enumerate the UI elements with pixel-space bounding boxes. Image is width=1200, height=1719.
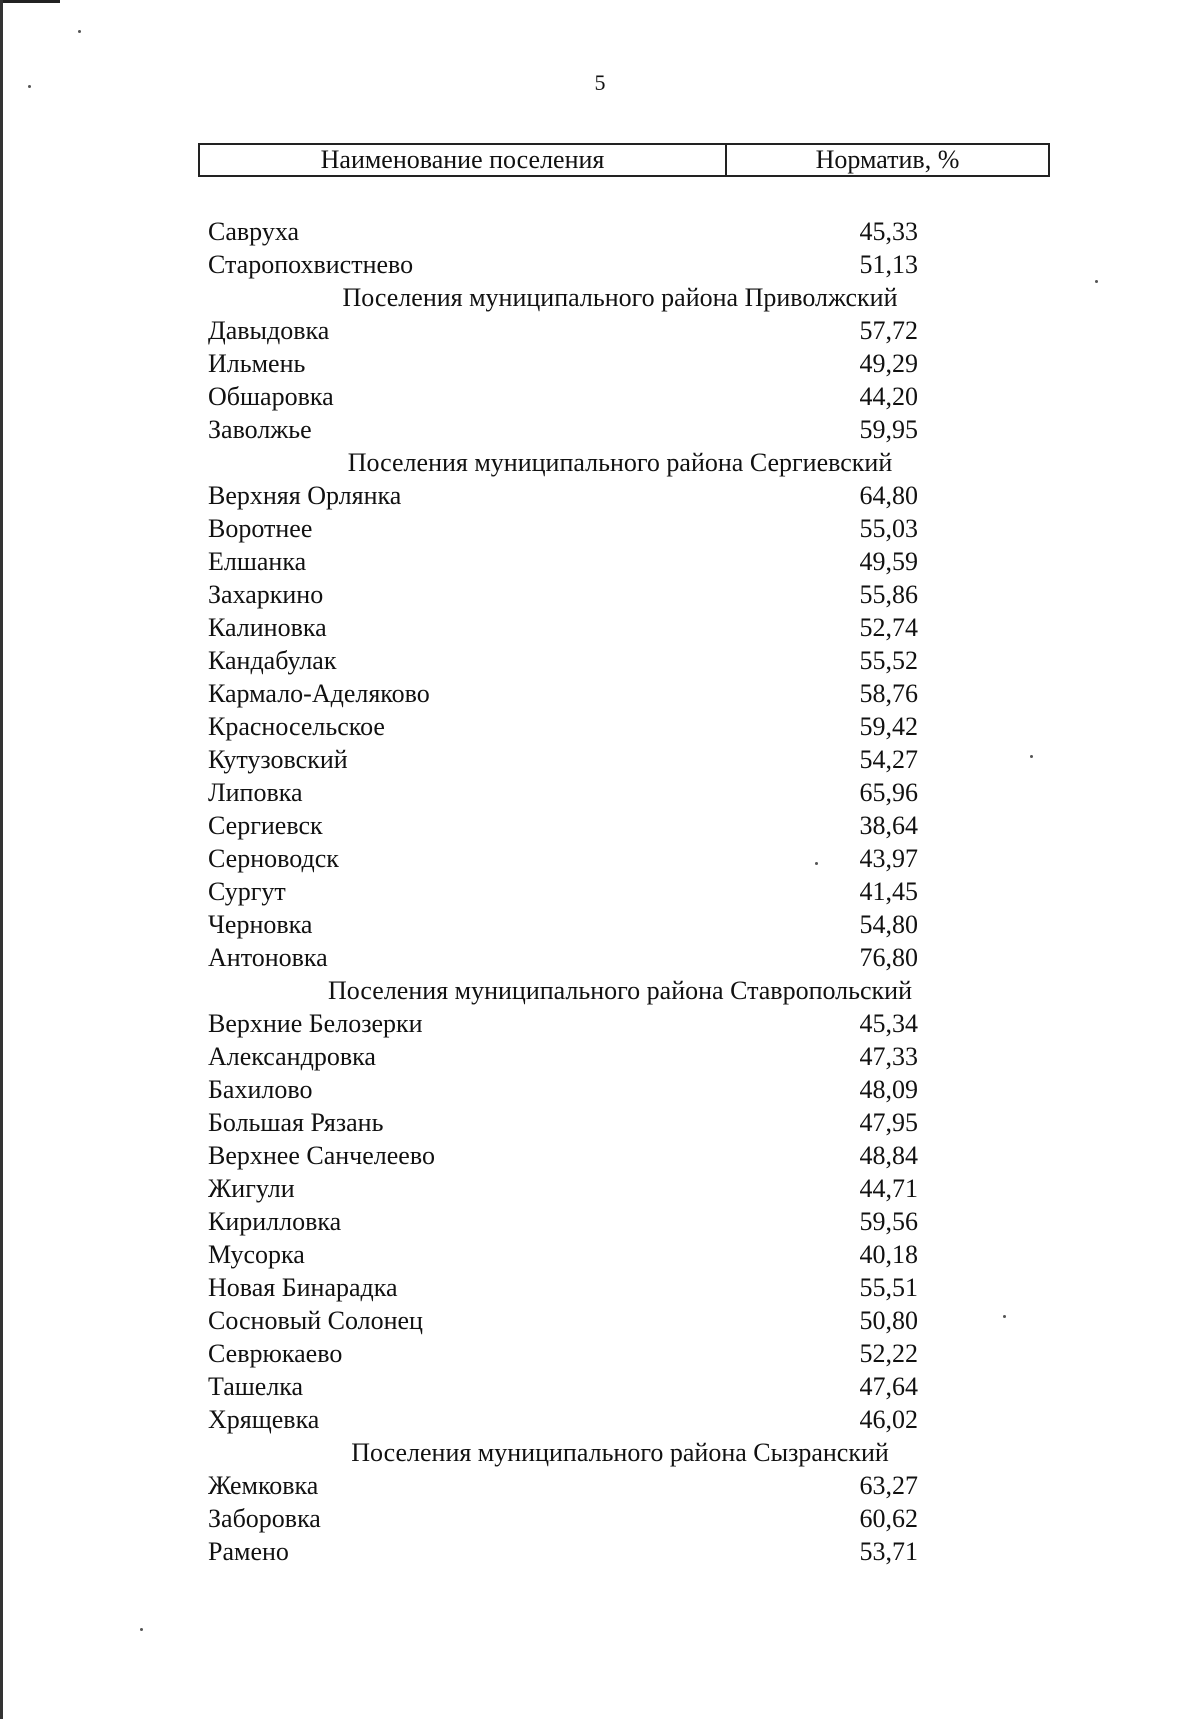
column-header-name: Наименование поселения <box>200 145 727 175</box>
table-row <box>0 776 1200 809</box>
norm-value: 49,29 <box>859 349 918 378</box>
table-row <box>0 380 1200 413</box>
settlement-name: Липовка <box>208 778 303 807</box>
scan-speck <box>815 862 818 865</box>
table-row <box>0 1337 1200 1370</box>
table-row <box>0 512 1200 545</box>
settlement-name: Калиновка <box>208 613 327 642</box>
norm-value: 63,27 <box>859 1471 918 1500</box>
district-heading-text: Поселения муниципального района Приволжский <box>342 283 898 312</box>
scan-speck <box>1003 1315 1006 1318</box>
norm-value: 44,20 <box>859 382 918 411</box>
table-row <box>0 941 1200 974</box>
settlement-name: Заволжье <box>208 415 312 444</box>
norm-value: 51,13 <box>859 250 918 279</box>
norm-value: 45,34 <box>859 1009 918 1038</box>
norm-value: 53,71 <box>859 1537 918 1566</box>
settlement-name: Верхние Белозерки <box>208 1009 423 1038</box>
settlement-name: Рамено <box>208 1537 289 1566</box>
scan-speck <box>140 1628 143 1631</box>
norm-value: 44,71 <box>859 1174 918 1203</box>
norm-value: 60,62 <box>859 1504 918 1533</box>
settlement-name: Сургут <box>208 877 286 906</box>
table-row <box>0 215 1200 248</box>
settlement-name: Большая Рязань <box>208 1108 384 1137</box>
norm-value: 49,59 <box>859 547 918 576</box>
settlement-name: Обшаровка <box>208 382 334 411</box>
norm-value: 54,80 <box>859 910 918 939</box>
table-row <box>0 743 1200 776</box>
settlement-name: Жигули <box>208 1174 295 1203</box>
settlement-name: Ильмень <box>208 349 306 378</box>
norm-value: 46,02 <box>859 1405 918 1434</box>
norm-value: 50,80 <box>859 1306 918 1335</box>
settlement-name: Верхняя Орлянка <box>208 481 402 510</box>
norm-value: 55,86 <box>859 580 918 609</box>
norm-value: 48,09 <box>859 1075 918 1104</box>
table-row <box>0 1007 1200 1040</box>
settlement-name: Сергиевск <box>208 811 323 840</box>
table-row <box>0 611 1200 644</box>
scan-speck <box>28 85 31 88</box>
norm-value: 58,76 <box>859 679 918 708</box>
table-header <box>198 143 1050 177</box>
norm-value: 65,96 <box>859 778 918 807</box>
settlement-name: Жемковка <box>208 1471 319 1500</box>
table-row <box>0 1271 1200 1304</box>
table-row <box>0 1205 1200 1238</box>
settlement-name: Захаркино <box>208 580 324 609</box>
settlement-name: Новая Бинарадка <box>208 1273 398 1302</box>
table-row <box>0 1502 1200 1535</box>
norm-value: 59,95 <box>859 415 918 444</box>
table-row <box>0 1370 1200 1403</box>
table-row <box>0 347 1200 380</box>
norm-value: 48,84 <box>859 1141 918 1170</box>
table-row <box>0 413 1200 446</box>
settlement-name: Савруха <box>208 217 300 246</box>
norm-value: 52,22 <box>859 1339 918 1368</box>
column-header-norm: Норматив, % <box>815 145 960 174</box>
table-row <box>0 677 1200 710</box>
table-row <box>0 248 1200 281</box>
table-row <box>0 1535 1200 1568</box>
norm-value: 59,42 <box>859 712 918 741</box>
table-row <box>0 875 1200 908</box>
settlement-name: Кармало-Аделяково <box>208 679 430 708</box>
norm-value: 64,80 <box>859 481 918 510</box>
settlement-name: Воротнее <box>208 514 313 543</box>
district-heading <box>0 446 1200 479</box>
table-row <box>0 1040 1200 1073</box>
table-row <box>0 644 1200 677</box>
norm-value: 40,18 <box>859 1240 918 1269</box>
settlement-name: Александровка <box>208 1042 376 1071</box>
norm-value: 76,80 <box>859 943 918 972</box>
table-row <box>0 479 1200 512</box>
settlement-name: Ташелка <box>208 1372 304 1401</box>
settlement-name: Хрящевка <box>208 1405 320 1434</box>
settlement-name: Заборовка <box>208 1504 321 1533</box>
settlement-name: Кандабулак <box>208 646 337 675</box>
settlement-name: Кутузовский <box>208 745 348 774</box>
norm-value: 55,03 <box>859 514 918 543</box>
settlement-name: Сосновый Солонец <box>208 1306 423 1335</box>
table-row <box>0 1403 1200 1436</box>
norm-value: 52,74 <box>859 613 918 642</box>
table-row <box>0 314 1200 347</box>
table-row <box>0 1172 1200 1205</box>
scan-corner-mark <box>0 0 60 9</box>
settlement-name: Елшанка <box>208 547 307 576</box>
table-row <box>0 710 1200 743</box>
district-heading-text: Поселения муниципального района Сызранский <box>351 1438 889 1467</box>
settlement-name: Красносельское <box>208 712 385 741</box>
norm-value: 47,33 <box>859 1042 918 1071</box>
settlement-name: Давыдовка <box>208 316 330 345</box>
table-row <box>0 1469 1200 1502</box>
table-row <box>0 1238 1200 1271</box>
settlement-name: Верхнее Санчелеево <box>208 1141 435 1170</box>
district-heading-text: Поселения муниципального района Сергиевский <box>347 448 893 477</box>
scan-speck <box>78 30 81 33</box>
table-row <box>0 1304 1200 1337</box>
scan-speck <box>1030 755 1033 758</box>
settlement-name: Бахилово <box>208 1075 313 1104</box>
table-row <box>0 578 1200 611</box>
table-row <box>0 1106 1200 1139</box>
table-row <box>0 908 1200 941</box>
settlement-name: Мусорка <box>208 1240 305 1269</box>
norm-value: 59,56 <box>859 1207 918 1236</box>
norm-value: 47,64 <box>859 1372 918 1401</box>
settlement-name: Кирилловка <box>208 1207 342 1236</box>
table-row <box>0 1073 1200 1106</box>
district-heading <box>0 1436 1200 1469</box>
district-heading-text: Поселения муниципального района Ставропольский <box>328 976 912 1005</box>
scan-speck <box>1095 280 1098 283</box>
norm-value: 41,45 <box>859 877 918 906</box>
settlement-name: Старопохвистнево <box>208 250 414 279</box>
table-row <box>0 809 1200 842</box>
norm-value: 55,51 <box>859 1273 918 1302</box>
page-number: 5 <box>594 70 606 95</box>
norm-value: 55,52 <box>859 646 918 675</box>
table-row <box>0 545 1200 578</box>
settlement-name: Серноводск <box>208 844 339 873</box>
norm-value: 47,95 <box>859 1108 918 1137</box>
norm-value: 38,64 <box>859 811 918 840</box>
district-heading <box>0 281 1200 314</box>
settlement-name: Антоновка <box>208 943 328 972</box>
norm-value: 45,33 <box>859 217 918 246</box>
norm-value: 43,97 <box>859 844 918 873</box>
district-heading <box>0 974 1200 1007</box>
table-row <box>0 1139 1200 1172</box>
settlement-list <box>0 215 1200 1568</box>
norm-value: 54,27 <box>859 745 918 774</box>
norm-value: 57,72 <box>859 316 918 345</box>
table-row <box>0 842 1200 875</box>
settlement-name: Севрюкаево <box>208 1339 343 1368</box>
settlement-name: Черновка <box>208 910 313 939</box>
